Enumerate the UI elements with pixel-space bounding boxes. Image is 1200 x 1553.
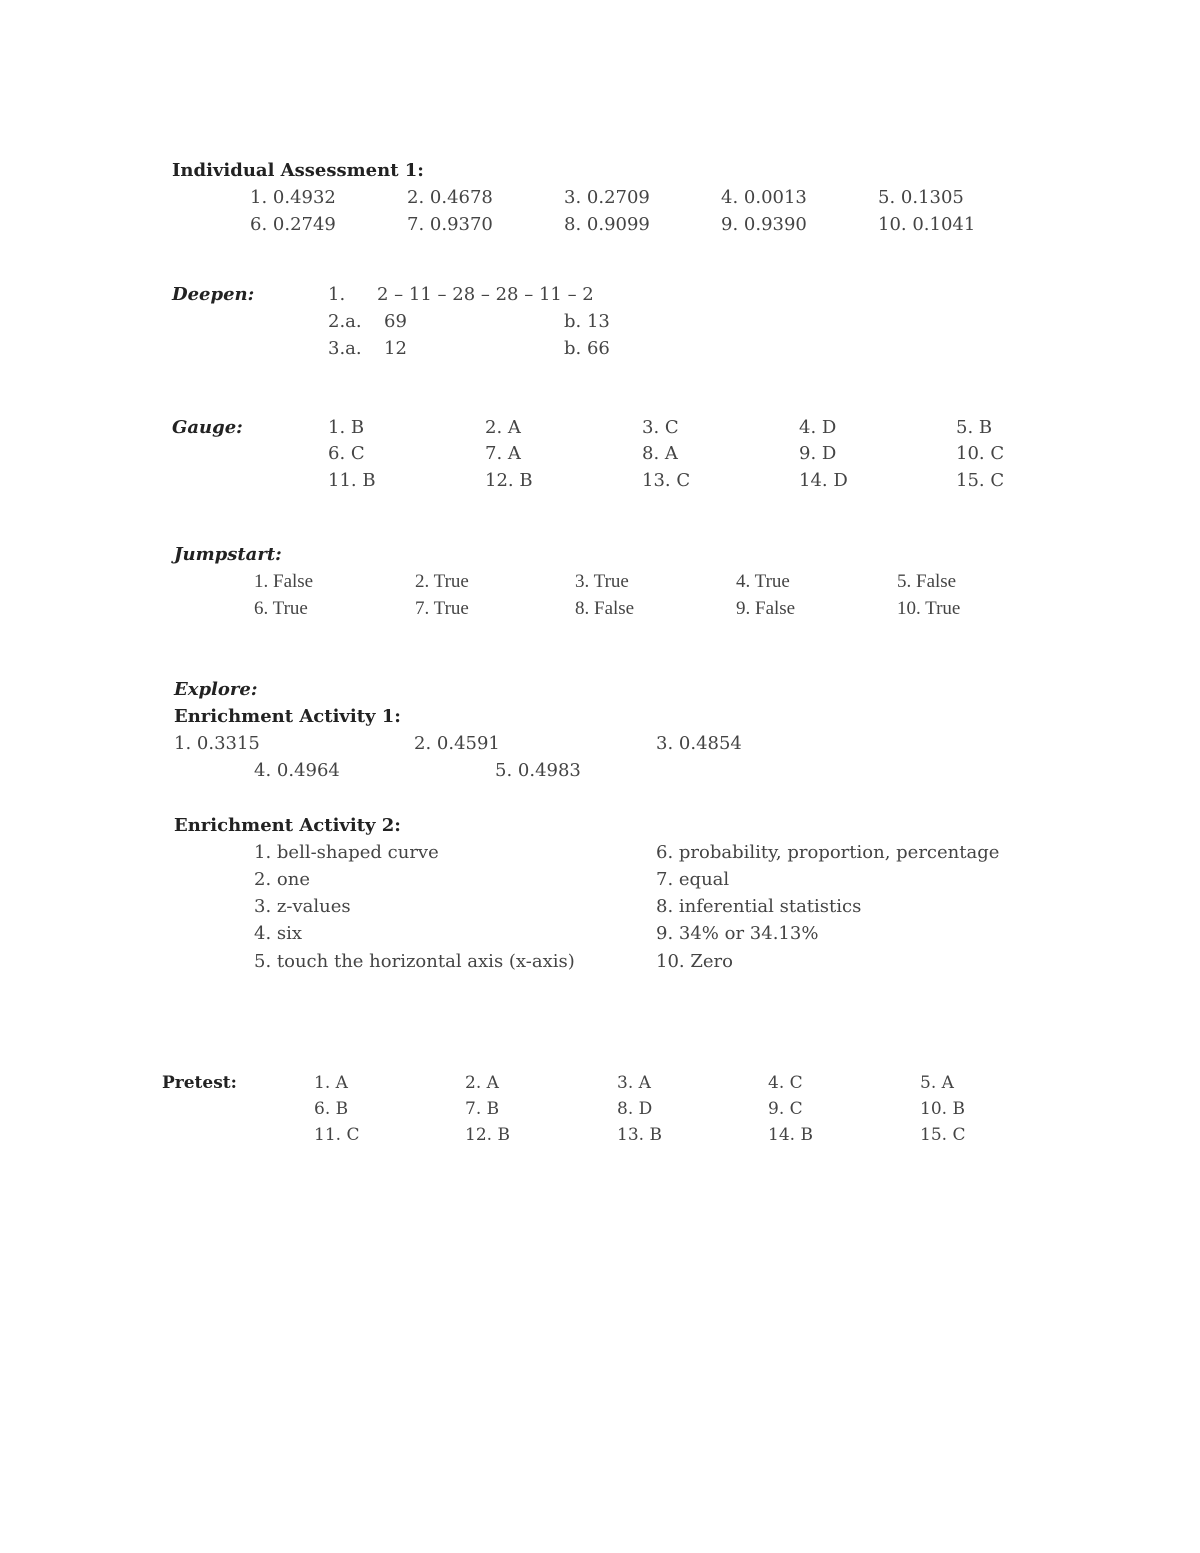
- gauge-answer-5: 5. B: [956, 417, 993, 438]
- deepen-q1-number: 1.: [328, 284, 346, 305]
- gauge-label: Gauge:: [172, 417, 243, 438]
- jumpstart-answer-9: 9. False: [736, 598, 796, 619]
- jumpstart-answer-6: 6. True: [254, 598, 308, 619]
- jumpstart-answer-5: 5. False: [897, 571, 957, 592]
- deepen-q3b-answer: b. 66: [564, 338, 610, 359]
- pretest-answer-2: 2. A: [465, 1073, 499, 1093]
- pretest-answer-11: 11. C: [314, 1125, 360, 1145]
- ea2-answer-2: 2. one: [254, 869, 310, 890]
- gauge-answer-2: 2. A: [485, 417, 521, 438]
- ia-answer-2: 2. 0.4678: [407, 187, 493, 208]
- pretest-answer-14: 14. B: [768, 1125, 813, 1145]
- ea2-answer-4: 4. six: [254, 923, 303, 944]
- pretest-label: Pretest:: [162, 1073, 237, 1093]
- deepen-q2a-answer: 69: [384, 311, 407, 332]
- gauge-answer-3: 3. C: [642, 417, 679, 438]
- pretest-answer-4: 4. C: [768, 1073, 803, 1093]
- pretest-answer-10: 10. B: [920, 1099, 965, 1119]
- pretest-answer-15: 15. C: [920, 1125, 966, 1145]
- ea1-answer-2: 2. 0.4591: [414, 733, 500, 754]
- ia-answer-1: 1. 0.4932: [250, 187, 336, 208]
- jumpstart-answer-2: 2. True: [415, 571, 469, 592]
- deepen-q1-answer: 2 – 11 – 28 – 28 – 11 – 2: [377, 284, 594, 305]
- deepen-q2b-answer: b. 13: [564, 311, 610, 332]
- ia-answer-4: 4. 0.0013: [721, 187, 807, 208]
- ia-answer-8: 8. 0.9099: [564, 214, 650, 235]
- ia-answer-3: 3. 0.2709: [564, 187, 650, 208]
- ia-answer-7: 7. 0.9370: [407, 214, 493, 235]
- gauge-answer-9: 9. D: [799, 443, 837, 464]
- jumpstart-answer-10: 10. True: [897, 598, 961, 619]
- ea2-answer-5: 5. touch the horizontal axis (x-axis): [254, 951, 575, 972]
- pretest-answer-12: 12. B: [465, 1125, 510, 1145]
- gauge-answer-14: 14. D: [799, 470, 848, 491]
- ia-answer-9: 9. 0.9390: [721, 214, 807, 235]
- gauge-answer-12: 12. B: [485, 470, 533, 491]
- pretest-answer-1: 1. A: [314, 1073, 348, 1093]
- pretest-answer-5: 5. A: [920, 1073, 954, 1093]
- ea2-answer-6: 6. probability, proportion, percentage: [656, 842, 1000, 863]
- pretest-answer-6: 6. B: [314, 1099, 349, 1119]
- enrichment-activity-2-label: Enrichment Activity 2:: [174, 815, 401, 836]
- gauge-answer-1: 1. B: [328, 417, 365, 438]
- gauge-answer-6: 6. C: [328, 443, 365, 464]
- deepen-q3a-answer: 12: [384, 338, 407, 359]
- ia-answer-5: 5. 0.1305: [878, 187, 964, 208]
- jumpstart-answer-1: 1. False: [254, 571, 314, 592]
- ea2-answer-10: 10. Zero: [656, 951, 733, 972]
- pretest-answer-13: 13. B: [617, 1125, 662, 1145]
- ea2-answer-9: 9. 34% or 34.13%: [656, 923, 819, 944]
- ea1-answer-5: 5. 0.4983: [495, 760, 581, 781]
- pretest-answer-7: 7. B: [465, 1099, 500, 1119]
- enrichment-activity-1-label: Enrichment Activity 1:: [174, 706, 401, 727]
- ea2-answer-3: 3. z-values: [254, 896, 351, 917]
- jumpstart-answer-3: 3. True: [575, 571, 629, 592]
- jumpstart-answer-8: 8. False: [575, 598, 635, 619]
- pretest-answer-9: 9. C: [768, 1099, 803, 1119]
- jumpstart-label: Jumpstart:: [174, 544, 282, 565]
- ea2-answer-7: 7. equal: [656, 869, 730, 890]
- ea1-answer-3: 3. 0.4854: [656, 733, 742, 754]
- ea1-answer-1: 1. 0.3315: [174, 733, 260, 754]
- gauge-answer-13: 13. C: [642, 470, 691, 491]
- jumpstart-answer-4: 4. True: [736, 571, 790, 592]
- gauge-answer-4: 4. D: [799, 417, 837, 438]
- gauge-answer-7: 7. A: [485, 443, 521, 464]
- individual-assessment-label: Individual Assessment 1:: [172, 160, 424, 181]
- ea2-answer-8: 8. inferential statistics: [656, 896, 862, 917]
- jumpstart-answer-7: 7. True: [415, 598, 469, 619]
- gauge-answer-8: 8. A: [642, 443, 678, 464]
- ia-answer-10: 10. 0.1041: [878, 214, 976, 235]
- pretest-answer-8: 8. D: [617, 1099, 653, 1119]
- gauge-answer-11: 11. B: [328, 470, 376, 491]
- deepen-q2a-number: 2.a.: [328, 311, 362, 332]
- explore-label: Explore:: [174, 679, 258, 700]
- gauge-answer-15: 15. C: [956, 470, 1005, 491]
- ia-answer-6: 6. 0.2749: [250, 214, 336, 235]
- deepen-q3a-number: 3.a.: [328, 338, 362, 359]
- ea1-answer-4: 4. 0.4964: [254, 760, 340, 781]
- pretest-answer-3: 3. A: [617, 1073, 651, 1093]
- gauge-answer-10: 10. C: [956, 443, 1005, 464]
- deepen-label: Deepen:: [172, 284, 255, 305]
- ea2-answer-1: 1. bell-shaped curve: [254, 842, 439, 863]
